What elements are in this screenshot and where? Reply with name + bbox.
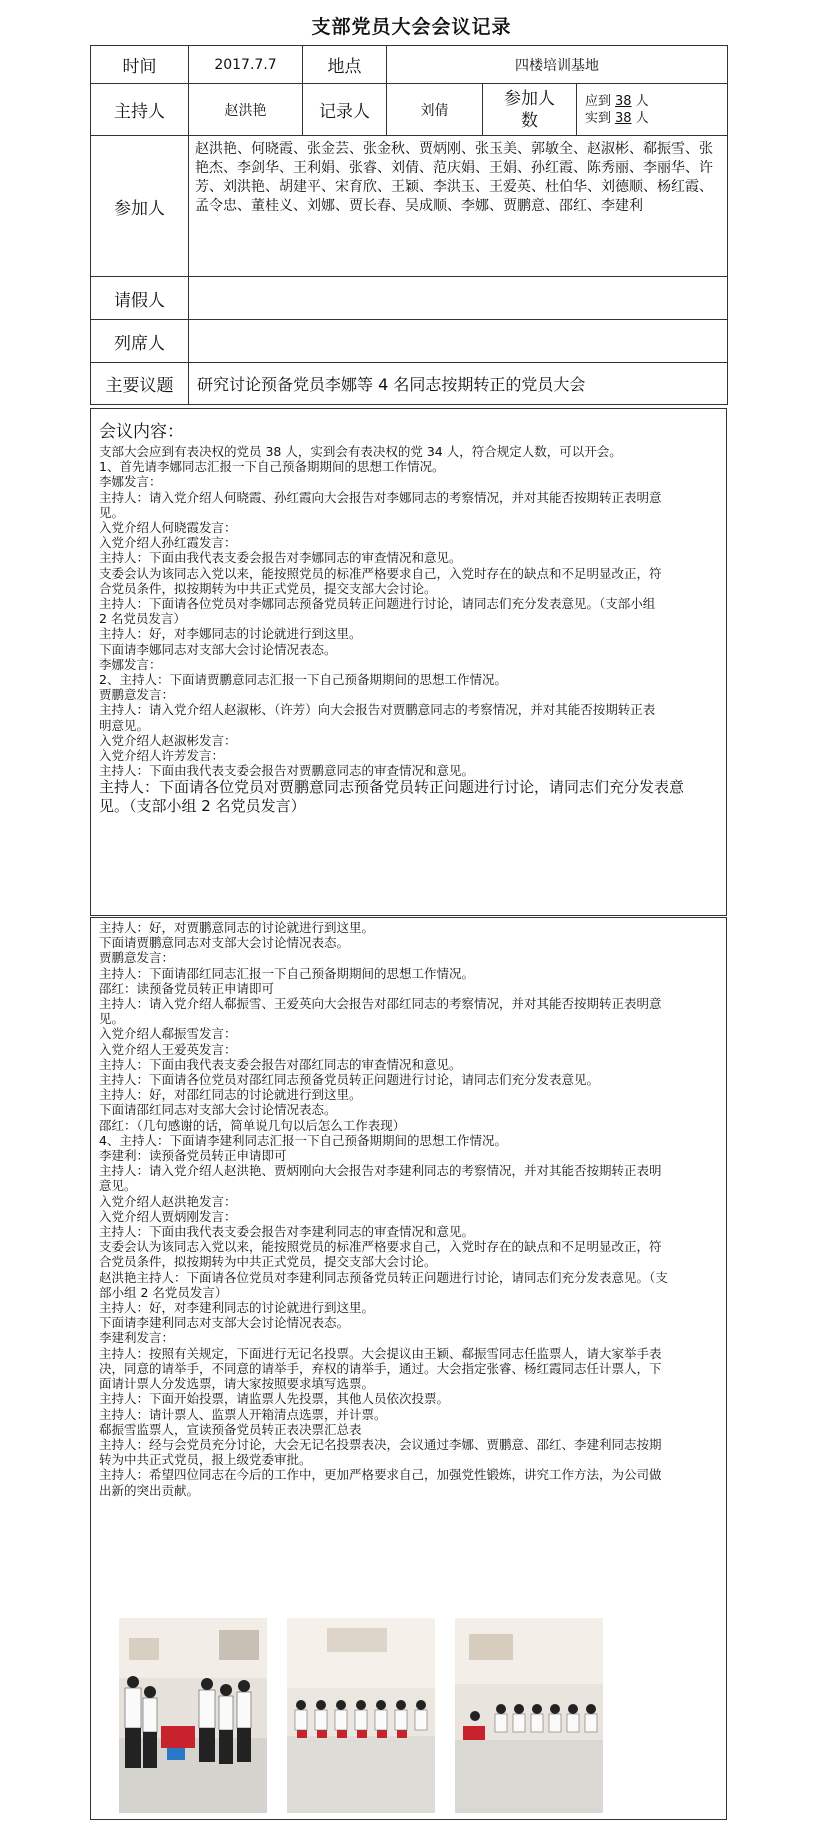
content-line: 主持人：下面由我代表支委会报告对李建利同志的审查情况和意见。 (99, 1224, 475, 1240)
attendees-list: 赵洪艳、何晓霞、张金芸、张金秋、贾炳刚、张玉美、郭敏全、赵淑彬、郗振雪、张艳杰、李剑华、王利娟、张睿、刘倩、范庆娟、王娟、孙红霞、陈秀丽、李丽华、许芳、刘洪艳、胡建平、宋育欣、王颖、李洪玉、王爱英、杜伯华、刘德顺、杨红霞、孟令忠、董桂义、刘娜、贾长春、吴成顺、李娜、贾鹏意、邵红、李建利 (189, 136, 728, 277)
content-line: 出新的突出贡献。 (99, 1482, 200, 1498)
content-line: 主持人：下面请各位党员对邵红同志预备党员转正问题进行讨论，请同志们充分发表意见。 (99, 1072, 600, 1088)
leave-value (189, 277, 728, 320)
content-line: 邵红：读预备党员转正申请即可 (99, 980, 275, 996)
content-line: 主持人：请入党介绍人郗振雪、王爱英向大会报告对邵红同志的考察情况，并对其能否按期转正表明意 (99, 996, 662, 1012)
attendees-label: 参加人 (91, 136, 189, 277)
content-line: 郗振雪监票人，宣读预备党员转正表决票汇总表 (99, 1421, 362, 1437)
content-line: 主持人：希望四位同志在今后的工作中，更加严格要求自己，加强党性锻炼，讲究工作方法，为公司做 (99, 1467, 662, 1483)
content-line: 主持人：请入党介绍人何晓霞、孙红霞向大会报告对李娜同志的考察情况，并对其能否按期转正表明意 (99, 489, 662, 505)
content-line: 下面请贾鹏意同志对支部大会讨论情况表态。 (99, 935, 350, 951)
content-line: 合党员条件，拟按期转为中共正式党员，提交支部大会讨论。 (99, 1254, 437, 1270)
observer-value (189, 320, 728, 363)
content-line: 意见。 (99, 1178, 137, 1194)
observer-label: 列席人 (91, 320, 189, 363)
content-lines-1 (91, 444, 726, 816)
attendance-count (577, 84, 728, 136)
content-line: 主持人：下面请各位党员对贾鹏意同志预备党员转正问题进行讨论，请同志们充分发表意 (99, 778, 685, 797)
meeting-content-section-2 (90, 917, 727, 1820)
content-line: 入党介绍人王爱英发言： (99, 1041, 237, 1057)
page-title: 支部党员大会会议记录 (311, 16, 512, 38)
content-line: 主持人：下面开始投票，请监票人先投票，其他人员依次投票。 (99, 1391, 450, 1407)
content-line: 明意见。 (99, 717, 150, 733)
count-label: 参加人数 (483, 84, 577, 136)
time-label: 时间 (91, 46, 189, 84)
content-line: 见。 (99, 1011, 125, 1027)
time-value: 2017.7.7 (189, 46, 303, 84)
content-line: 主持人：好，对贾鹏意同志的讨论就进行到这里。 (99, 920, 375, 935)
content-line: 主持人：经与会党员充分讨论，大会无记名投票表决，会议通过李娜、贾鹏意、邵红、李建利同志按期 (99, 1436, 662, 1452)
topic-value: 研究讨论预备党员李娜等 4 名同志按期转正的党员大会 (189, 363, 728, 405)
content-line: 支委会认为该同志入党以来，能按照党员的标准严格要求自己，入党时存在的缺点和不足明显改正，符 (99, 1239, 662, 1255)
content-line: 李娜发言： (99, 474, 162, 490)
content-line: 主持人：请入党介绍人赵洪艳、贾炳刚向大会报告对李建利同志的考察情况，并对其能否按期转正表明 (99, 1163, 662, 1179)
content-line: 支部大会应到有表决权的党员 38 人，实到会有表决权的党 34 人，符合规定人数，可以开会。 (99, 444, 622, 459)
content-line: 主持人：好，对李建利同志的讨论就进行到这里。 (99, 1300, 375, 1316)
content-line: 主持人：按照有关规定，下面进行无记名投票。大会提议由王颖、郗振雪同志任监票人，请大家举手表 (99, 1345, 662, 1361)
content-line: 主持人：请入党介绍人赵淑彬、（许芳）向大会报告对贾鹏意同志的考察情况，并对其能否按期转正表 (99, 702, 656, 718)
content-lines-2 (91, 918, 726, 1498)
content-line: 入党介绍人贾炳刚发言： (99, 1208, 237, 1224)
leave-label: 请假人 (91, 277, 189, 320)
meeting-photo-1 (119, 1618, 267, 1813)
meeting-photos (119, 1618, 699, 1813)
meeting-photo-2 (287, 1618, 435, 1813)
content-line: 主持人：下面由我代表支委会报告对贾鹏意同志的审查情况和意见。 (99, 763, 475, 779)
content-line: 入党介绍人许芳发言： (99, 748, 225, 764)
expected-count: 应到 38 人 (585, 93, 649, 109)
content-line: 见。 (99, 504, 125, 520)
content-line: 赵洪艳主持人：下面请各位党员对李建利同志预备党员转正问题进行讨论，请同志们充分发表意见。（支 (99, 1269, 668, 1285)
content-line: 下面请李建利同志对支部大会讨论情况表态。 (99, 1315, 350, 1331)
content-line: 邵红：（几句感谢的话，简单说几句以后怎么工作表现） (99, 1117, 406, 1133)
content-line: 4、主持人：下面请李建利同志汇报一下自己预备期期间的思想工作情况。 (99, 1132, 507, 1148)
content-line: 支委会认为该同志入党以来，能按照党员的标准严格要求自己，入党时存在的缺点和不足明显改正，符 (99, 565, 662, 581)
content-line: 贾鹏意发言： (99, 950, 175, 966)
content-line: 入党介绍人孙红霞发言： (99, 535, 237, 551)
content-line: 李建利发言： (99, 1330, 175, 1346)
content-line: 主持人：好，对邵红同志的讨论就进行到这里。 (99, 1087, 362, 1103)
meeting-info-table (90, 45, 728, 405)
content-line: 转为中共正式党员，报上级党委审批。 (99, 1452, 312, 1468)
recorder-label: 记录人 (303, 84, 387, 136)
content-line: 下面请李娜同志对支部大会讨论情况表态。 (99, 641, 337, 657)
meeting-content-section-1 (90, 408, 727, 916)
place-label: 地点 (303, 46, 387, 84)
content-line: 主持人：下面请各位党员对李娜同志预备党员转正问题进行讨论，请同志们充分发表意见。（支部小组 (99, 596, 656, 612)
content-line: 入党介绍人赵洪艳发言： (99, 1193, 237, 1209)
content-line: 入党介绍人何晓霞发言： (99, 520, 237, 536)
content-line: 1、首先请李娜同志汇报一下自己预备期期间的思想工作情况。 (99, 459, 445, 475)
actual-count: 实到 38 人 (585, 110, 649, 126)
place-value: 四楼培训基地 (387, 46, 728, 84)
content-line: 贾鹏意发言： (99, 687, 175, 703)
content-line: 主持人：请计票人、监票人开箱清点选票，并计票。 (99, 1406, 387, 1422)
recorder-value: 刘倩 (387, 84, 483, 136)
content-line: 李建利：读预备党员转正申请即可 (99, 1148, 287, 1164)
content-line: 下面请邵红同志对支部大会讨论情况表态。 (99, 1102, 337, 1118)
content-line: 2、主持人：下面请贾鹏意同志汇报一下自己预备期期间的思想工作情况。 (99, 672, 507, 688)
content-line: 主持人：下面请邵红同志汇报一下自己预备期期间的思想工作情况。 (99, 965, 475, 981)
content-line: 见。（支部小组 2 名党员发言） (99, 797, 306, 816)
content-line: 主持人：下面由我代表支委会报告对邵红同志的审查情况和意见。 (99, 1056, 462, 1072)
content-line: 面请计票人分发选票，请大家按照要求填写选票。 (99, 1376, 375, 1392)
host-value: 赵洪艳 (189, 84, 303, 136)
content-line: 入党介绍人赵淑彬发言： (99, 732, 237, 748)
content-line: 2 名党员发言） (99, 611, 186, 627)
content-line: 入党介绍人郗振雪发言： (99, 1026, 237, 1042)
meeting-photo-3 (455, 1618, 603, 1813)
content-line: 决，同意的请举手，不同意的请举手，弃权的请举手，通过。大会指定张睿、杨红霞同志任计票人，下 (99, 1360, 662, 1376)
host-label: 主持人 (91, 84, 189, 136)
content-line: 主持人：好，对李娜同志的讨论就进行到这里。 (99, 626, 362, 642)
content-line: 主持人：下面由我代表支委会报告对李娜同志的审查情况和意见。 (99, 550, 462, 566)
content-line: 李娜发言： (99, 656, 162, 672)
content-line: 部小组 2 名党员发言） (99, 1284, 228, 1300)
topic-label: 主要议题 (91, 363, 189, 405)
content-heading: 会议内容： (99, 422, 184, 442)
content-line: 合党员条件，拟按期转为中共正式党员，提交支部大会讨论。 (99, 580, 437, 596)
